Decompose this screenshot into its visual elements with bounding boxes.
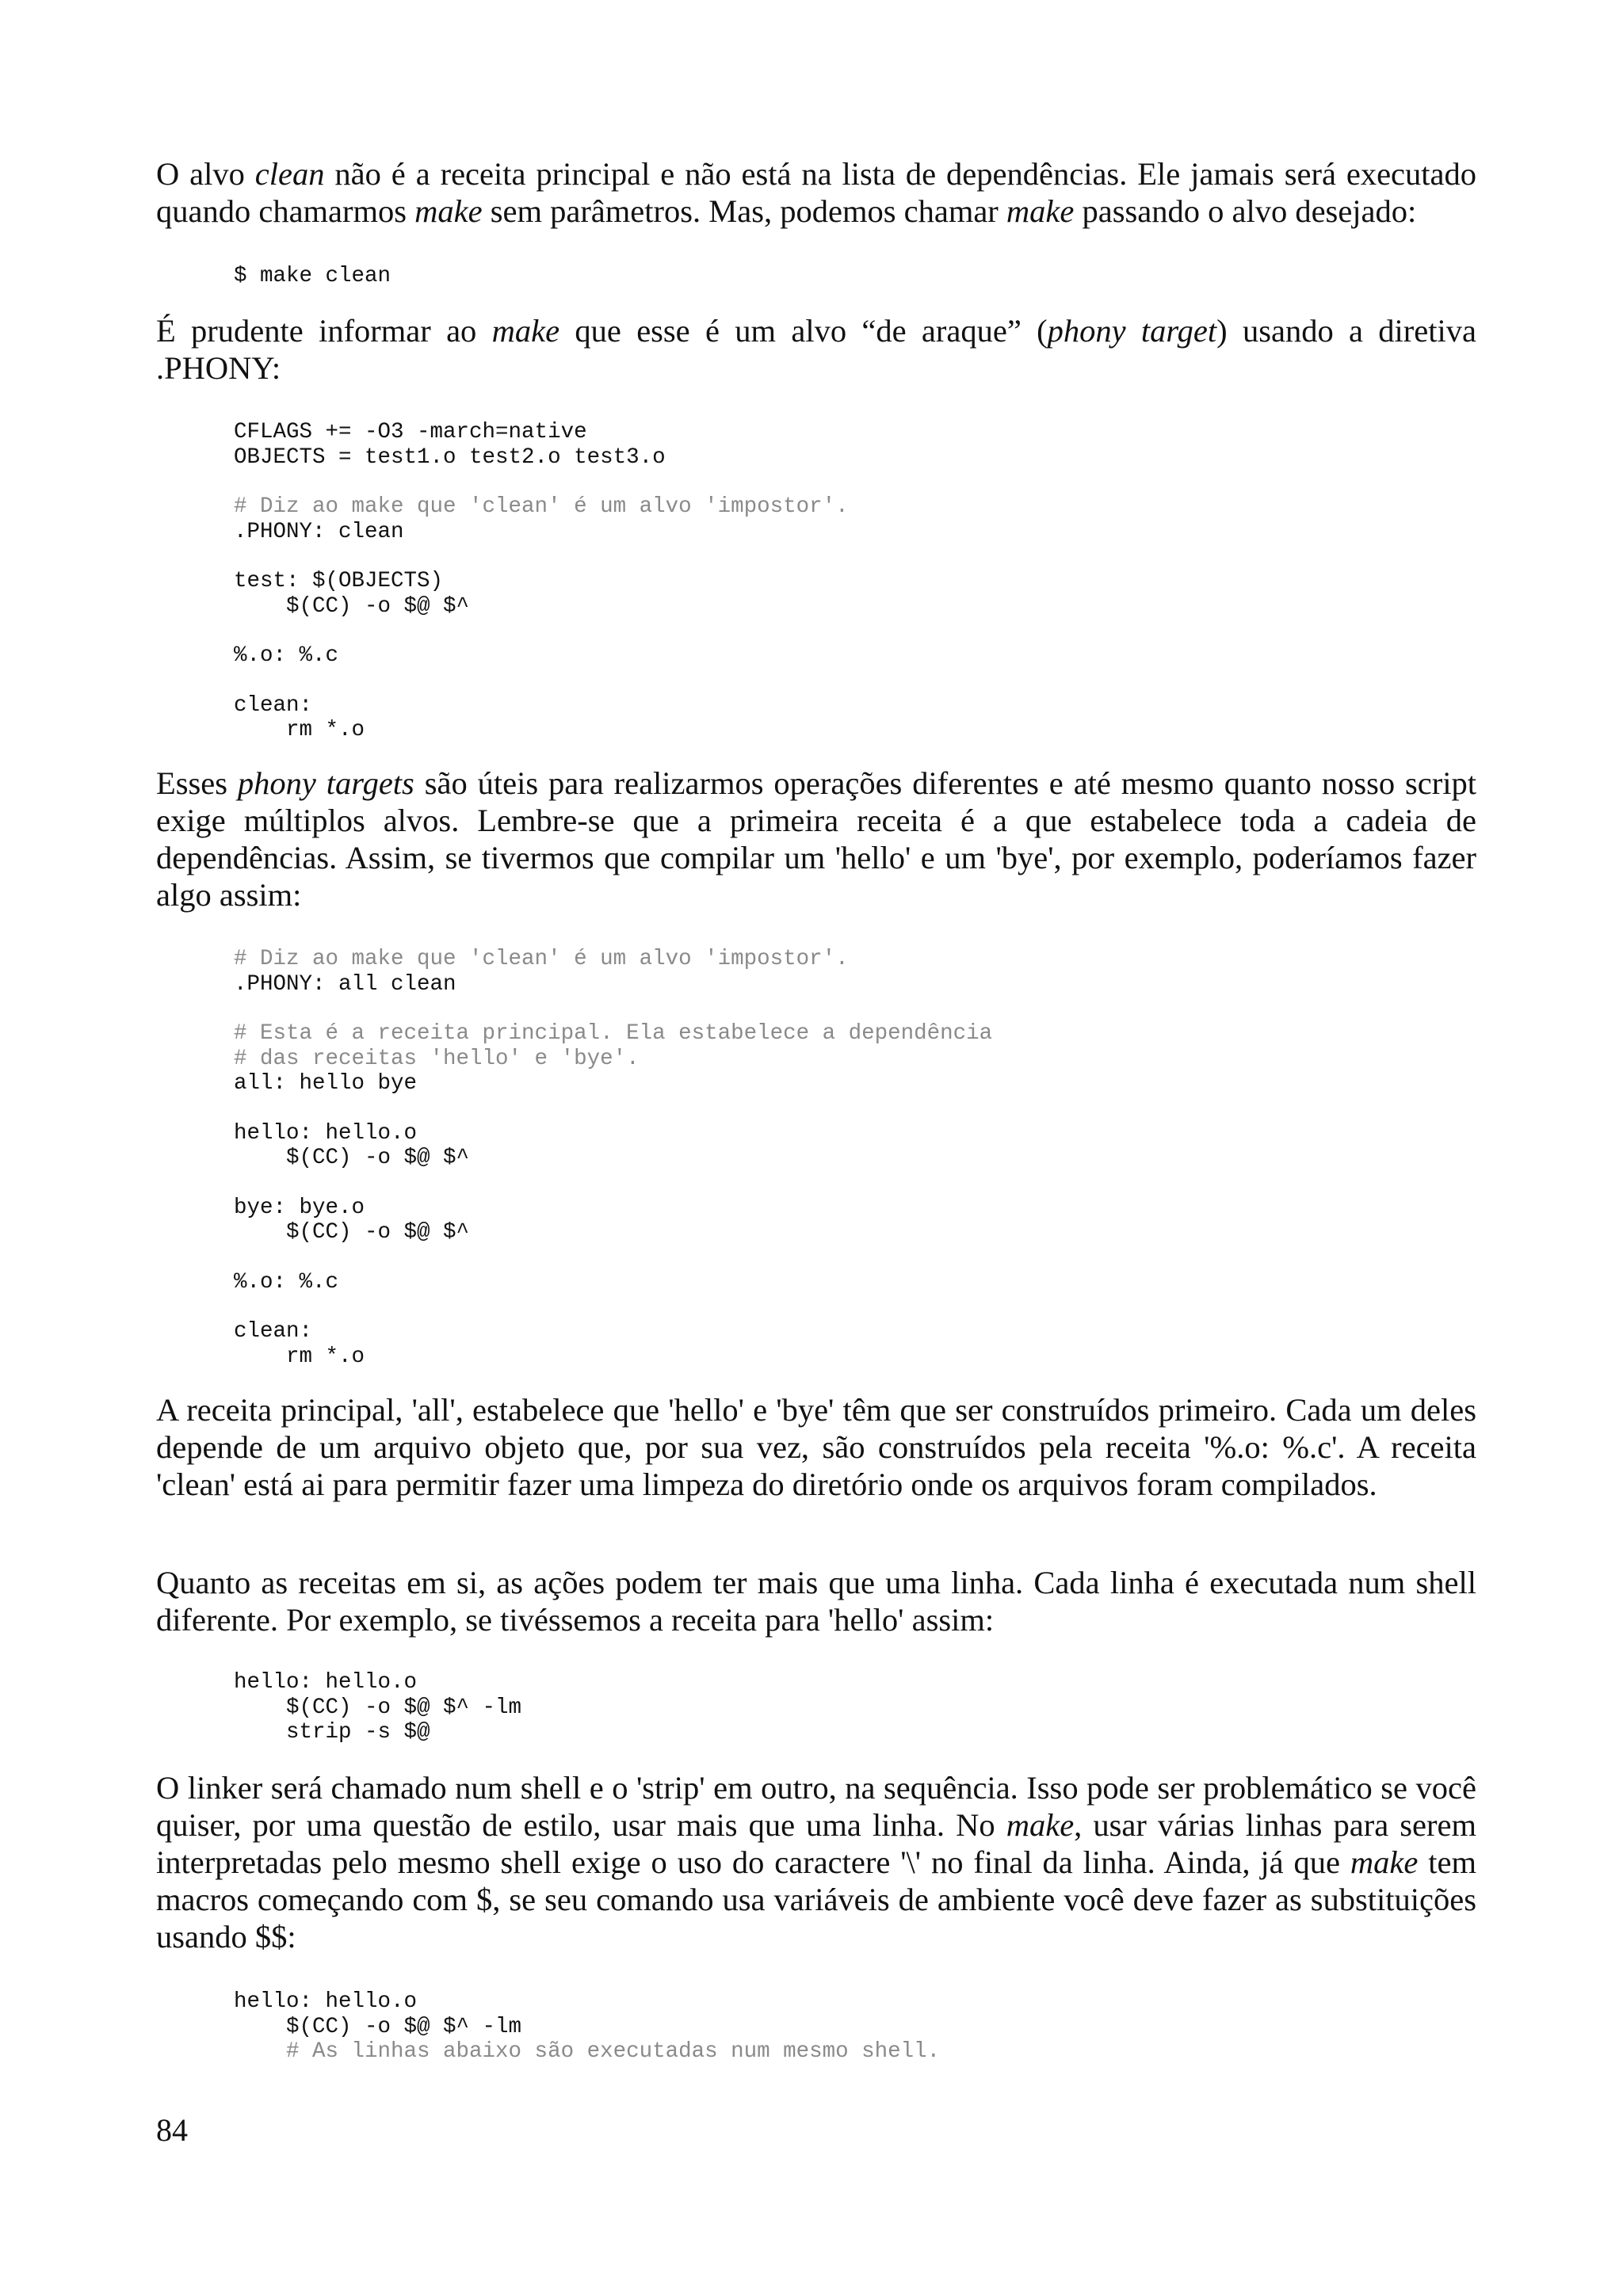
italic-term: make	[414, 193, 483, 229]
text-segment: que esse é um alvo “de araque” (	[559, 313, 1048, 349]
code-line	[234, 1295, 992, 1319]
code-line	[234, 544, 849, 569]
code-block-phony-clean	[234, 420, 849, 743]
italic-term: make	[1350, 1844, 1419, 1880]
code-comment-line: # Diz ao make que 'clean' é um alvo 'impostor'.	[234, 494, 849, 519]
italic-term: make	[491, 313, 560, 349]
text-segment: são úteis para realizarmos operações diferentes e até mesmo quanto nosso script exige múltiplos alvos. Lembre-se que a primeira receita é a que estabelece toda a cadeia de dependências. Assim, se tivermos que compilar um 'hello' e um 'bye', por exemplo, poderíamos fazer algo assim:	[156, 765, 1477, 913]
code-block-hello-same-shell	[234, 1989, 940, 2065]
code-line: hello: hello.o	[234, 1120, 418, 1146]
italic-term: make	[1006, 193, 1075, 229]
italic-term: clean	[254, 156, 325, 192]
paragraph-linker-shell	[156, 1769, 1476, 1955]
code-line: $(CC) -o $@ $^ -lm	[234, 2014, 522, 2039]
code-line: %.o: %.c	[234, 643, 339, 668]
text-segment: O alvo	[156, 156, 255, 192]
code-line	[234, 1171, 992, 1196]
code-line	[234, 619, 849, 643]
text-segment: tem macros começando com $, se seu comando usa variáveis de ambiente você deve fazer as substituições usando $$:	[156, 1844, 1476, 1955]
text-segment: , usar várias linhas para serem interpretadas pelo mesmo shell exige o uso do caractere '\' no final da linha. Ainda, já que	[156, 1807, 1476, 1880]
code-line: .PHONY: all clean	[234, 971, 456, 997]
code-line	[234, 1097, 992, 1121]
code-line: $(CC) -o $@ $^	[234, 1220, 470, 1245]
code-line	[234, 997, 992, 1021]
paragraph-all-recipe	[156, 1391, 1476, 1503]
code-line: hello: hello.o	[234, 1670, 418, 1695]
text-segment: não é a receita principal e não está na lista de dependências. Ele jamais será executado quando chamarmos	[156, 156, 1476, 229]
code-block-make-clean	[234, 264, 391, 289]
code-line: CFLAGS += -O3 -march=native	[234, 420, 587, 444]
code-block-all-clean	[234, 947, 992, 1369]
code-line: all: hello bye	[234, 1071, 418, 1096]
text-segment: passando o alvo desejado:	[1074, 193, 1417, 229]
code-line	[234, 470, 849, 494]
code-comment-line: # das receitas 'hello' e 'bye'.	[234, 1046, 640, 1071]
italic-term: phony targets	[237, 765, 414, 801]
text-segment: Esses	[156, 765, 238, 801]
code-line: $(CC) -o $@ $^ -lm	[234, 1695, 522, 1720]
code-comment-line: # As linhas abaixo são executadas num mesmo shell.	[234, 2039, 941, 2064]
code-line: .PHONY: clean	[234, 519, 404, 544]
paragraph-phony-directive	[156, 312, 1476, 387]
page-number: 84	[156, 2112, 188, 2148]
code-line: hello: hello.o	[234, 1989, 418, 2014]
paragraph-multiline-actions	[156, 1564, 1476, 1638]
paragraph-clean-target	[156, 155, 1476, 230]
text-segment: É prudente informar ao	[156, 313, 492, 349]
code-line	[234, 1245, 992, 1270]
code-comment-line: # Esta é a receita principal. Ela estabelece a dependência	[234, 1021, 993, 1046]
text-segment: A receita principal, 'all', estabelece que 'hello' e 'bye' têm que ser construídos primeiro. Cada um deles depende de um arquivo objeto que, por sua vez, são construídos pela receita '%.o: %.c'. A receita 'clean' está ai para permitir fazer uma limpeza do diretório onde os arquivos foram compilados.	[156, 1392, 1476, 1502]
code-line: test: $(OBJECTS)	[234, 569, 444, 593]
code-line: $ make clean	[234, 264, 391, 288]
code-line: rm *.o	[234, 718, 365, 742]
code-line: OBJECTS = test1.o test2.o test3.o	[234, 444, 666, 470]
code-line: %.o: %.c	[234, 1269, 339, 1295]
text-segment: Quanto as receitas em si, as ações podem ter mais que uma linha. Cada linha é executada num shell diferente. Por exemplo, se tivéssemos a receita para 'hello' assim:	[156, 1565, 1476, 1638]
text-segment: ) usando a diretiva .PHONY:	[156, 313, 1477, 386]
code-block-hello-strip	[234, 1670, 521, 1745]
text-segment: sem parâmetros. Mas, podemos chamar	[482, 193, 1006, 229]
paragraph-phony-targets	[156, 765, 1476, 913]
code-line: $(CC) -o $@ $^	[234, 593, 470, 619]
text-segment: O linker será chamado num shell e o 'strip' em outro, na sequência. Isso pode ser problemático se você quiser, por uma questão de estilo, usar mais que uma linha. No	[156, 1770, 1476, 1843]
code-line: clean:	[234, 1319, 313, 1344]
italic-term: make	[1006, 1807, 1075, 1843]
code-line: strip -s $@	[234, 1720, 430, 1745]
code-line	[234, 669, 849, 693]
italic-term: phony target	[1047, 313, 1217, 349]
code-line: bye: bye.o	[234, 1195, 365, 1220]
code-comment-line: # Diz ao make que 'clean' é um alvo 'impostor'.	[234, 947, 849, 971]
code-line: rm *.o	[234, 1344, 365, 1369]
code-line: clean:	[234, 692, 313, 718]
code-line: $(CC) -o $@ $^	[234, 1146, 470, 1170]
